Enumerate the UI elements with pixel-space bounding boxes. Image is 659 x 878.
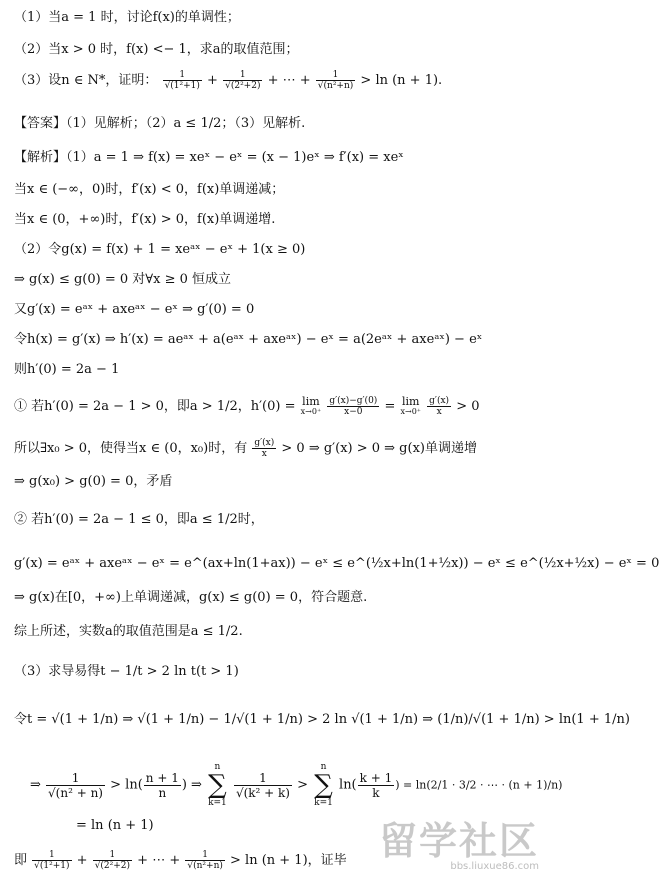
p3c-mid-5: ) = ln(2/1 · 3/2 · ⋯ · (n + 1)/n) [395,778,563,792]
case-1-prefix: ① 若h′(0) = 2a − 1 > 0，即a > 1/2，h′(0) = [14,399,300,414]
p3c-prefix: ⇒ [30,777,46,793]
watermark [379,821,539,872]
case-1-exists-suffix: > 0 ⇒ g′(x) > 0 ⇒ g(x)单调递增 [281,441,477,456]
part2-define-h: 令h(x) = g′(x) ⇒ h′(x) = aeᵃˣ + a(eᵃˣ + axeᵃˣ) − eˣ = a(2eᵃˣ + axeᵃˣ) − eˣ [14,332,483,347]
q3-prefix: （3）设n ∈ N*，证明： [14,73,158,88]
p3c-mid-3: > [297,777,313,793]
final-frac-1-den: √(1²+1) [34,861,70,871]
lim-2: lim [402,394,420,408]
sum-symbol-2 [314,762,333,808]
p3c-frac-4 [358,771,395,800]
final-prefix: 即 [14,853,28,868]
q3-frac-2-den: √(2²+2) [225,81,261,91]
sum-1-top: n [214,762,221,772]
p3c-frac-1 [46,771,105,800]
part2-h-at-zero: 则h′(0) = 2a − 1 [14,362,120,377]
q3-frac-2 [223,70,262,91]
final-frac-n-num: 1 [185,850,225,861]
case-1-frac-2-den: x [436,407,442,417]
sum-symbol-1 [208,762,227,808]
lim-2-sub: x→0⁺ [400,406,422,416]
p3c-frac-1-den: √(n² + n) [48,785,103,800]
case-1-frac-1-num: g′(x)−g′(0) [329,396,378,406]
part3-lemma: （3）求导易得t − 1/t > 2 ln t(t > 1) [14,664,239,679]
p3c-mid-1: > ln( [110,777,143,793]
p3c-frac-2-den: n [158,785,167,800]
case-1-contradiction: ⇒ g(x₀) > g(0) = 0，矛盾 [14,474,173,489]
q3-frac-1-num: 1 [163,70,202,81]
part2-g-bound: ⇒ g(x) ≤ g(0) = 0 对∀x ≥ 0 恒成立 [14,272,232,287]
case-1-exists-frac [252,438,276,459]
case-1-exists-frac-den: x [261,449,267,459]
final-frac-n [185,850,225,871]
part3-substitution: 令t = √(1 + 1/n) ⇒ √(1 + 1/n) − 1/√(1 + 1/n) > 2 ln √(1 + 1/n) ⇒ (1/n)/√(1 + 1/n) > ln(1 + 1/n) [14,712,630,727]
q3-frac-n [316,70,356,91]
case-1-eq: = [384,399,400,414]
final-frac-1-num: 1 [32,850,71,861]
watermark-logo-text: 留学社区 [378,819,539,863]
case-1-frac-1 [327,396,379,417]
case-1-frac-2 [427,396,451,417]
p3c-frac-3-num: 1 [234,771,292,786]
sum-2-sym: ∑ [314,770,333,800]
case-1-suffix: > 0 [456,399,480,414]
final-frac-1 [32,850,71,871]
q3-frac-2-num: 1 [223,70,262,81]
analysis-part-1: 【解析】（1）a = 1 ⇒ f(x) = xeˣ − eˣ = (x − 1)eˣ ⇒ f′(x) = xeˣ [14,150,404,165]
p3c-frac-4-num: k + 1 [359,770,393,785]
case-1-frac-1-den: x−0 [344,407,363,417]
part3-result: = ln (n + 1) [76,818,154,833]
lim-1-sub: x→0⁺ [300,406,322,416]
increasing-interval: 当x ∈ (0，+∞)时，f′(x) > 0，f(x)单调递增. [14,212,276,227]
q3-frac-n-num: 1 [316,70,356,81]
p3c-frac-3 [234,771,292,800]
q3-frac-1-den: √(1²+1) [164,81,200,91]
question-2: （2）当x > 0 时，f(x) <− 1，求a的取值范围； [14,42,299,57]
case-1-limit-1 [300,394,322,417]
decreasing-interval: 当x ∈ (−∞，0)时，f′(x) < 0，f(x)单调递减； [14,182,285,197]
case-1-exists-frac-num: g′(x) [254,438,275,448]
part2-define-g: （2）令g(x) = f(x) + 1 = xeᵃˣ − eˣ + 1(x ≥ 0) [14,242,306,257]
p3c-frac-2 [144,771,181,800]
sum-1-bot: k=1 [208,798,227,808]
summary-part-2: 综上所述，实数a的取值范围是a ≤ 1/2. [14,624,243,639]
final-suffix: > ln (n + 1)，证毕 [230,853,347,868]
final-frac-2-num: 1 [93,850,132,861]
q3-suffix: > ln (n + 1). [360,73,443,88]
sum-2-top: n [320,762,327,772]
p3c-mid-4: ln( [339,777,357,793]
case-1-line [14,396,480,417]
part2-g-derivative: 又g′(x) = eᵃˣ + axeᵃˣ − eˣ ⇒ g′(0) = 0 [14,302,255,317]
case-2-derivative: g′(x) = eᵃˣ + axeᵃˣ − eˣ = e^(ax+ln(1+ax)) − eˣ ≤ e^(½x+ln(1+½x)) − eˣ ≤ e^(½x+½x) − eˣ = 0 [14,556,659,571]
answer-line: 【答案】（1）见解析；（2）a ≤ 1/2；（3）见解析. [14,116,306,131]
part3-chain [30,762,562,808]
case-1-limit-2 [400,394,422,417]
p3c-frac-2-num: n + 1 [145,770,179,785]
question-1: （1）当a = 1 时，讨论f(x)的单调性； [14,10,240,25]
p3c-frac-3-den: √(k² + k) [235,785,290,800]
case-1-exists [14,438,477,459]
case-1-frac-2-num: g′(x) [429,396,450,406]
final-frac-n-den: √(n²+n) [187,861,223,871]
sum-2-bot: k=1 [314,798,333,808]
watermark-url: bbs.liuxue86.com [450,861,539,872]
question-3: （3）设n ∈ N*，证明： $\frac{1}{\text{√(1²+1)}}$ + $\frac{1}{\text{√(2²+2)}}$ + ⋯ + $\frac{1}{\text{√(n²+n)}}$ > ln (n + 1). [14,70,443,91]
lim-1: lim [302,394,320,408]
sum-1-sym: ∑ [208,770,227,800]
final-frac-2 [93,850,132,871]
q3-frac-n-den: √(n²+n) [317,81,354,91]
p3c-frac-4-den: k [372,785,380,800]
p3c-frac-1-num: 1 [46,771,105,786]
q3-frac-1 [163,70,202,91]
final-frac-2-den: √(2²+2) [94,861,131,871]
final-line: 即 $\frac{1}{\text{√(1²+1)}}$ + $\frac{1}{\text{√(2²+2)}}$ + ⋯ + $\frac{1}{\text{√(n²+n)}}$ > ln (n + 1)，证毕 [14,850,347,871]
case-2-conclusion: ⇒ g(x)在[0，+∞)上单调递减，g(x) ≤ g(0) = 0，符合题意. [14,590,368,605]
case-1-exists-prefix: 所以∃x₀ > 0，使得当x ∈ (0，x₀)时，有 [14,441,248,456]
p3c-mid-2: ) ⇒ [181,777,207,793]
case-2-line: ② 若h′(0) = 2a − 1 ≤ 0，即a ≤ 1/2时， [14,512,264,527]
